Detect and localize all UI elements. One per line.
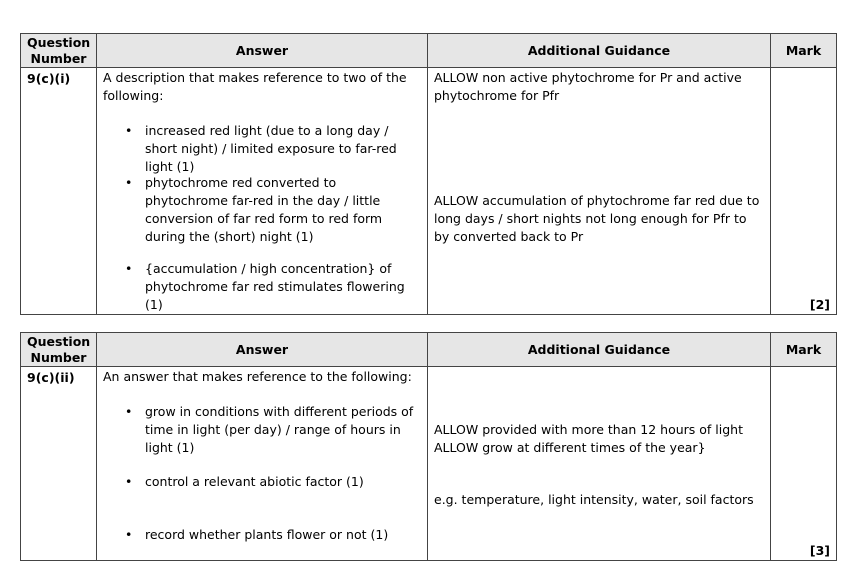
guidance-cell xyxy=(428,68,771,315)
answer-row xyxy=(21,68,837,315)
answer-point: • increased red light (due to a long day / short night) / limited exposure to far-red light (1) xyxy=(103,122,421,176)
header-guidance: Additional Guidance xyxy=(428,333,771,367)
answer-point: • record whether plants flower or not (1) xyxy=(103,526,421,544)
header-question-number: Question Number xyxy=(21,34,97,68)
header-row xyxy=(21,34,837,68)
header-mark: Mark xyxy=(771,34,837,68)
answer-point: • {accumulation / high concentration} of phytochrome far red stimulates flowering (1) xyxy=(103,260,421,314)
header-mark: Mark xyxy=(771,333,837,367)
header-row xyxy=(21,333,837,367)
mark-cell xyxy=(771,367,837,561)
answer-point: • phytochrome red converted to phytochrome far-red in the day / little conversion of far red form to red form during the (short) night (1) xyxy=(103,174,421,246)
header-answer: Answer xyxy=(97,34,428,68)
mark-value: [2] xyxy=(809,297,830,312)
answer-point: • control a relevant abiotic factor (1) xyxy=(103,473,421,491)
guidance-text: ALLOW provided with more than 12 hours of light xyxy=(434,422,744,437)
guidance-text: ALLOW grow at different times of the year} xyxy=(434,440,706,455)
answer-intro: A description that makes reference to two of the following: xyxy=(103,70,407,103)
answer-intro: An answer that makes reference to the following: xyxy=(103,369,412,384)
guidance-text: ALLOW non active phytochrome for Pr and active phytochrome for Pfr xyxy=(434,70,742,103)
guidance-cell xyxy=(428,367,771,561)
header-answer: Answer xyxy=(97,333,428,367)
guidance-text: ALLOW accumulation of phytochrome far red due to long days / short nights not long enough for Pfr to by converted back to Pr xyxy=(434,193,760,244)
mark-value: [3] xyxy=(809,543,830,558)
mark-scheme-table-1 xyxy=(20,33,837,315)
mark-cell xyxy=(771,68,837,315)
answer-cell xyxy=(97,68,428,315)
answer-point: • grow in conditions with different periods of time in light (per day) / range of hours in light (1) xyxy=(103,403,421,457)
mark-scheme-table-2 xyxy=(20,332,837,561)
question-number: 9(c)(i) xyxy=(21,68,97,315)
header-question-number: Question Number xyxy=(21,333,97,367)
question-number: 9(c)(ii) xyxy=(21,367,97,561)
guidance-text: e.g. temperature, light intensity, water, soil factors xyxy=(434,492,754,507)
header-guidance: Additional Guidance xyxy=(428,34,771,68)
answer-cell xyxy=(97,367,428,561)
answer-row xyxy=(21,367,837,561)
